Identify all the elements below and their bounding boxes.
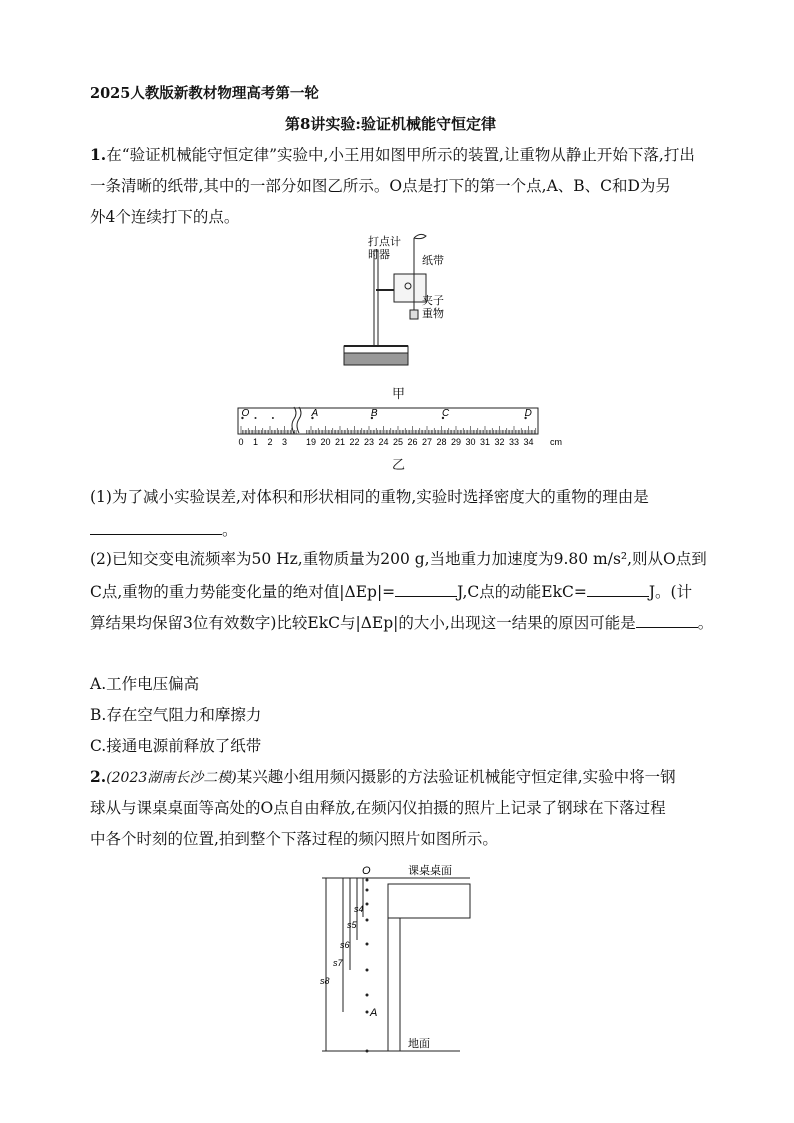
- tick-label-23: 23: [363, 437, 375, 447]
- answer-blank-1[interactable]: [90, 518, 222, 535]
- tick-label-31: 31: [479, 437, 491, 447]
- label-A: A: [370, 1007, 378, 1019]
- q1-part2-line1: (2)已知交变电流频率为50 Hz,重物质量为200 g,当地重力加速度为9.80 m/s²,则从O点到: [90, 550, 707, 568]
- tick-label-1: 1: [252, 437, 259, 447]
- q2-source: (2023湖南长沙二模): [106, 770, 237, 786]
- q1-part2-line2: [90, 580, 692, 602]
- weight-block: [410, 310, 418, 319]
- label-s5: s5: [347, 920, 357, 930]
- q1-part1-line2: [90, 518, 238, 540]
- q1-line1: [90, 145, 695, 165]
- figure-b-caption: 乙: [392, 458, 406, 473]
- figure-a-caption: 甲: [392, 387, 406, 402]
- tape-point-label-A: A: [311, 408, 319, 419]
- q1-part2-end: 。: [697, 614, 714, 632]
- figure-ruler: [232, 405, 572, 450]
- answer-blank-2[interactable]: [395, 580, 457, 597]
- label-s8: s8: [320, 976, 330, 986]
- tick-label-20: 20: [320, 437, 331, 447]
- q1-part2-line3: [90, 611, 713, 633]
- q2-line2: 球从与课桌桌面等高处的O点自由释放,在频闪仪拍摄的照片上记录了钢球在下落过程: [90, 799, 666, 817]
- page-title: 第8讲实验:验证机械能守恒定律: [285, 115, 496, 133]
- tape-dot: [272, 417, 274, 419]
- option-a[interactable]: A.工作电压偏高: [90, 675, 200, 693]
- option-c[interactable]: C.接通电源前释放了纸带: [90, 737, 262, 755]
- tick-label-22: 22: [349, 437, 360, 447]
- answer-blank-4[interactable]: [636, 611, 698, 628]
- q1-line3: 外4个连续打下的点。: [90, 208, 240, 226]
- desk-drawer: [388, 884, 470, 918]
- label-s7: s7: [333, 958, 343, 968]
- tick-label-29: 29: [450, 437, 462, 447]
- tick-label-34: 34: [523, 437, 534, 447]
- table-top: [344, 346, 408, 353]
- tick-label-19: 19: [305, 437, 317, 447]
- tick-label-33: 33: [508, 437, 520, 447]
- q1-part2-text-b: J,C点的动能EkC=: [457, 583, 587, 601]
- q1-part2-text-c: J。(计: [648, 583, 693, 601]
- tick-label-30: 30: [465, 437, 476, 447]
- q2-line1: [90, 767, 676, 788]
- figure-apparatus: [340, 228, 460, 378]
- label-O: O: [362, 865, 371, 877]
- q1-part1-line1: (1)为了减小实验误差,对体积和形状相同的重物,实验时选择密度大的重物的理由是: [90, 488, 649, 506]
- q2-number: 2.: [90, 767, 107, 786]
- tape-point-label-B: B: [370, 408, 378, 419]
- label-desk: 课桌桌面: [408, 865, 452, 877]
- weight-label: 重物: [422, 308, 444, 320]
- q2-text-1: 某兴趣小组用频闪摄影的方法验证机械能守恒定律,实验中将一钢: [236, 768, 676, 786]
- page-header: 2025人教版新教材物理高考第一轮: [90, 85, 319, 102]
- tape-top-curl: [414, 234, 426, 238]
- timer-label-1: 打点计: [368, 236, 401, 248]
- tape-dot: [255, 417, 257, 419]
- label-ground: 地面: [408, 1038, 430, 1050]
- tape-point-label-O: O: [241, 408, 250, 419]
- label-s4: s4: [354, 904, 364, 914]
- ruler-labels: [238, 437, 562, 447]
- unit-label: cm: [550, 437, 562, 447]
- strobe-balls: [366, 879, 369, 1053]
- table-shadow: [344, 353, 408, 365]
- clip-label: 夹子: [422, 295, 444, 307]
- q1-part2-text-d: 算结果均保留3位有效数字)比较EkC与|ΔEp|的大小,出现这一结果的原因可能是: [90, 614, 636, 632]
- q1-part1-end: 。: [222, 521, 238, 539]
- tick-label-0: 0: [238, 437, 244, 447]
- tick-label-26: 26: [407, 437, 418, 447]
- tape-point-label-D: D: [524, 408, 532, 419]
- tape-point-label-C: C: [441, 408, 450, 419]
- tick-label-2: 2: [267, 437, 273, 447]
- tick-label-25: 25: [392, 437, 404, 447]
- option-b[interactable]: B.存在空气阻力和摩擦力: [90, 706, 262, 724]
- tick-label-32: 32: [494, 437, 505, 447]
- figure-strobe: [318, 862, 478, 1056]
- tick-label-21: 21: [334, 437, 346, 447]
- q1-line2: 一条清晰的纸带,其中的一部分如图乙所示。O点是打下的第一个点,A、B、C和D为另: [90, 177, 671, 195]
- tick-label-28: 28: [436, 437, 447, 447]
- timer-label-2: 时器: [368, 249, 390, 261]
- stand-rod: [374, 250, 378, 353]
- q1-part2-text-a: C点,重物的重力势能变化量的绝对值|ΔEp|=: [90, 583, 396, 601]
- tick-label-27: 27: [421, 437, 433, 447]
- q1-text-1: 在“验证机械能守恒定律”实验中,小王用如图甲所示的装置,让重物从静止开始下落,打出: [106, 146, 695, 164]
- tick-label-24: 24: [378, 437, 389, 447]
- label-s6: s6: [340, 940, 350, 950]
- answer-blank-3[interactable]: [587, 580, 649, 597]
- tape-label: 纸带: [422, 255, 444, 267]
- q1-number: 1.: [90, 145, 107, 164]
- tick-label-3: 3: [281, 437, 288, 447]
- q2-line3: 中各个时刻的位置,拍到整个下落过程的频闪照片如图所示。: [90, 830, 498, 848]
